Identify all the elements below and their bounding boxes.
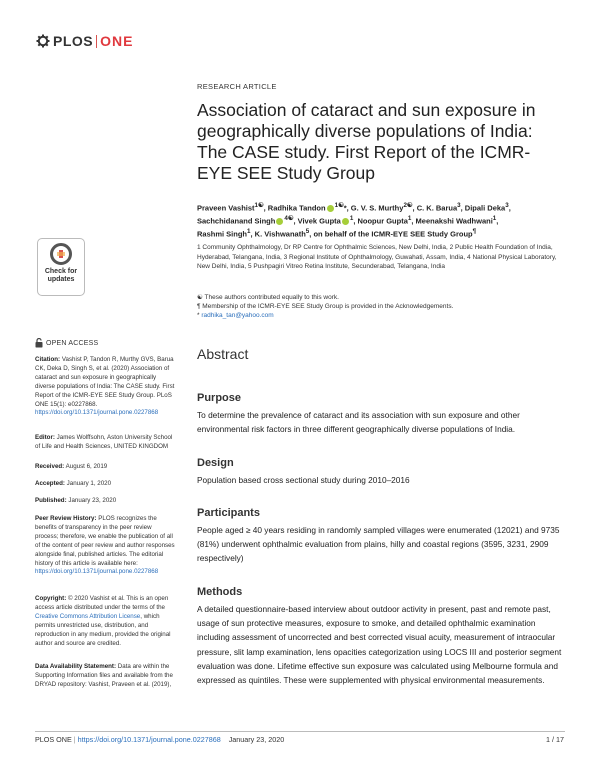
methods-text: A detailed questionnaire-based interview about outdoor activity in present, past and remote past, usage of sun protective measures, exposure to smoke, and detailed ophthalmic examination including assessment of uncorrected and best corrected visual acuity, measurement of intraocular pressure, slit lamp examination, lens opacities categorization using LOCS III and posterior segment evaluation was done. Lifetime effective sun exposure was calculated using Melbourne formula and expressed as quintiles. These were supplemented with physical environmental measurements.: [197, 604, 562, 686]
author-affil-sup: 1☯: [254, 202, 264, 209]
methods-heading: Methods: [197, 586, 243, 598]
author-affil-sup: 3: [505, 202, 509, 209]
membership-note: ¶ Membership of the ICMR-EYE SEE Study Group is provided in the Acknowledgements.: [197, 303, 454, 310]
received-date: August 6, 2019: [65, 463, 108, 470]
accepted-block: [35, 480, 175, 489]
peer-review-block: [35, 515, 175, 577]
check-updates-label: [45, 268, 77, 284]
author-affil-sup: 1: [492, 215, 497, 222]
data-availability-label: Data Availability Statement:: [35, 663, 117, 670]
data-availability-block: [35, 663, 175, 690]
author-affil-sup: 3: [457, 202, 461, 209]
accepted-date: January 1, 2020: [66, 480, 112, 487]
editor-label: Editor:: [35, 434, 55, 441]
license-link[interactable]: Creative Commons Attribution License: [35, 612, 141, 620]
corresponding-email-row: [197, 311, 567, 320]
author-list: [197, 201, 567, 240]
author-name[interactable]: Rashmi Singh: [197, 229, 248, 239]
copyright-block: [35, 595, 175, 648]
author-affil-sup: ¶: [472, 228, 477, 235]
author-name[interactable]: , Radhika Tandon: [263, 203, 326, 213]
check-updates-icon: [50, 243, 72, 265]
author-name[interactable]: , Vivek Gupta: [293, 216, 341, 226]
author-name[interactable]: *, G. V. S. Murthy: [343, 203, 404, 213]
author-name[interactable]: , C. K. Barua: [412, 203, 458, 213]
author-sep: ,: [508, 203, 511, 213]
author-group: , on behalf of the ICMR-EYE SEE Study Group: [309, 229, 473, 239]
published-date: January 23, 2020: [68, 497, 117, 504]
journal-logo[interactable]: [36, 33, 133, 49]
copyright-label: Copyright:: [35, 595, 67, 602]
participants-heading: Participants: [197, 507, 260, 519]
author-sep: ,: [496, 216, 499, 226]
check-updates-line1: Check for: [44, 268, 78, 275]
affiliations: 1 Community Ophthalmology, Dr RP Centre for Ophthalmic Sciences, New Delhi, India, 2 Public Health Foundation of India, Hyderabad, Telangana, India, 3 Regional Institute of Ophthalmology, Guwahati, Assam, India, 4 National Physical Laboratory, New Delhi, India, 5 Pushpagiri Vitreo Retina Institute, Secunderabad, Telangana, India: [197, 244, 557, 270]
corresponding-marker: *: [197, 312, 200, 319]
peer-review-text: PLOS recognizes the benefits of transparency in the peer review process; therefore, we enable the publication of all of the content of peer review and author responses alongside final, published articles. The editorial history of this article is available here:: [35, 515, 175, 567]
purpose-text: To determine the prevalence of cataract and its association with sun exposure and other environmental risk factors in three different geographically diverse populations of India.: [197, 410, 520, 435]
author-name[interactable]: , Meenakshi Wadhwani: [411, 216, 493, 226]
published-block: [35, 497, 175, 506]
author-name[interactable]: Praveen Vashist: [197, 203, 255, 213]
author-affil-sup: 4☯: [284, 215, 294, 222]
design-text: Population based cross sectional study during 2010–2016: [197, 475, 410, 485]
copyright-text: © 2020 Vashist et al. This is an open access article distributed under the terms of the: [35, 595, 169, 611]
article-type: RESEARCH ARTICLE: [197, 82, 277, 91]
citation-text: Vashist P, Tandon R, Murthy GVS, Barua CK, Deka D, Singh S, et al. (2020) Association of cataract and sun exposure in geographically diverse populations of India: The CASE study. First Report of the ICMR-EYE SEE Study Group. PLoS ONE 15(1): e0227868.: [35, 356, 175, 408]
author-affil-sup: 5: [305, 228, 310, 235]
author-affil-sup: 1☯: [334, 202, 344, 209]
footer-date: January 23, 2020: [228, 735, 285, 744]
logo-one: ONE: [100, 33, 134, 49]
gear-icon: [36, 34, 50, 48]
open-access-label: OPEN ACCESS: [46, 339, 99, 347]
peer-review-link[interactable]: https://doi.org/10.1371/journal.pone.0227868: [35, 568, 159, 576]
author-name[interactable]: Sachchidanand Singh: [197, 216, 276, 226]
author-affil-sup: 1: [407, 215, 412, 222]
editor-text: James Wolffsohn, Aston University School of Life and Health Sciences, UNITED KINGDOM: [35, 434, 173, 450]
orcid-icon[interactable]: [327, 205, 334, 212]
received-label: Received:: [35, 463, 65, 470]
author-affil-sup: 1: [349, 215, 354, 222]
article-title: Association of cataract and sun exposure in geographically diverse populations of India: The CASE study. First Report of the ICMR-EYE SEE Study Group: [197, 100, 536, 183]
copyright-text-end: , which permits unrestricted use, distribution, and reproduction in any medium, provided the original author and source are credited.: [35, 612, 171, 647]
check-updates-line2: updates: [47, 276, 75, 283]
purpose-heading: Purpose: [197, 392, 242, 404]
published-label: Published:: [35, 497, 67, 504]
author-name[interactable]: , K. Vishwanath: [250, 229, 306, 239]
equal-contribution-note: ☯ These authors contributed equally to this work.: [197, 294, 339, 301]
accepted-label: Accepted:: [35, 480, 65, 487]
footer-journal: PLOS ONE: [35, 735, 72, 744]
author-affil-sup: 2☯: [403, 202, 413, 209]
logo-plos: PLOS: [53, 33, 94, 49]
check-for-updates-badge[interactable]: [37, 238, 85, 296]
editor-block: [35, 434, 175, 452]
peer-review-label: Peer Review History:: [35, 515, 97, 522]
citation-block: [35, 356, 175, 418]
abstract-heading: Abstract: [197, 346, 249, 362]
citation-label: Citation:: [35, 356, 61, 363]
page-number: 1 / 17: [546, 735, 564, 744]
citation-doi-link[interactable]: https://doi.org/10.1371/journal.pone.0227868: [35, 409, 159, 417]
orcid-icon[interactable]: [276, 218, 283, 225]
participants-text: People aged ≥ 40 years residing in randomly sampled villages were enumerated (12021) and 9735 (81%) underwent ophthalmic evaluation from plains, hilly and coastal regions (3595, 3231, 2909 respectively): [197, 525, 560, 564]
data-availability-text: Data are within the Supporting Information files and available from the DRYAD repository: Vashist, Praveen et al. (2019),: [35, 663, 173, 688]
author-notes: [197, 293, 567, 320]
author-affil-sup: 1: [247, 228, 251, 235]
logo-divider: [96, 35, 97, 48]
footer-doi-link[interactable]: https://doi.org/10.1371/journal.pone.0227868: [77, 735, 221, 744]
footer-divider: [35, 731, 565, 732]
author-name[interactable]: , Noopur Gupta: [353, 216, 408, 226]
page-footer: [35, 735, 284, 744]
received-block: [35, 463, 175, 472]
footer-separator: |: [73, 735, 76, 744]
open-access-badge[interactable]: [35, 338, 98, 348]
orcid-icon[interactable]: [342, 218, 349, 225]
email-link[interactable]: radhika_tan@yahoo.com: [201, 312, 274, 319]
design-heading: Design: [197, 457, 234, 469]
open-lock-icon: [35, 338, 43, 348]
author-name[interactable]: , Dipali Deka: [460, 203, 506, 213]
